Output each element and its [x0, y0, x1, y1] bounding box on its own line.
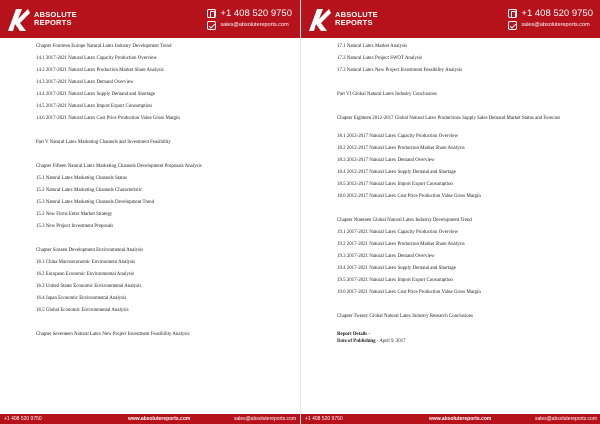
mail-icon: [207, 21, 216, 30]
footer-website-link[interactable]: www.absolutereports.com: [128, 416, 191, 422]
toc-chapter-heading: Chapter Twenty Global Natural Latex Industry Research Conclusions: [337, 314, 474, 319]
toc-line: 17.2 Natural Latex Project SWOT Analysis: [337, 56, 422, 61]
toc-line: 16.3 United States Economic Environmental Analysis: [36, 284, 142, 289]
toc-chapter-heading: Chapter Fifteen Natural Latex Marketing Channels Development Proposals Analysis: [36, 164, 202, 169]
toc-part-heading: Part VI Global Natural Latex Industry Conclusions: [337, 92, 437, 97]
publishing-date: April 9, 2017: [379, 339, 406, 344]
logo-mark-icon: [6, 5, 32, 33]
page-header: [0, 0, 300, 38]
brand-line-1: ABSOLUTE: [335, 10, 378, 19]
mail-icon: [508, 21, 517, 30]
page-footer: [0, 414, 300, 424]
publishing-date-row: [337, 339, 592, 351]
header-contact: [207, 7, 292, 31]
toc-line: Chapter Fourteen Europe Natural Latex Industry Development Trend: [36, 44, 172, 49]
toc-line: 16.4 Japan Economic Environmental Analysis: [36, 296, 127, 301]
toc-line: 19.1 2017-2021 Natural Latex Capacity Production Overview: [337, 230, 459, 235]
toc-line: 15.2 Natural Latex Marketing Channels Characteristic: [36, 188, 143, 193]
toc-line: 17.1 Natural Latex Market Analysis: [337, 44, 408, 49]
toc-line: 19.5 2017-2021 Natural Latex Import Export Consumption: [337, 278, 453, 283]
brand-line-1: ABSOLUTE: [34, 10, 77, 19]
toc-line: 18.1 2012-2017 Natural Latex Capacity Production Overview: [337, 134, 459, 139]
toc-line: 14.5 2017-2021 Natural Latex Import Export Consumption: [36, 104, 152, 109]
page-header: [301, 0, 600, 38]
toc-line: 16.1 China Macroeconomic Environment Analysis: [36, 260, 136, 265]
toc-line: 14.4 2017-2021 Natural Latex Supply Demand and Shortage: [36, 92, 155, 97]
footer-email[interactable]: sales@absolutereports.com: [534, 416, 597, 422]
phone-icon: [508, 9, 517, 18]
logo-mark-icon: [307, 5, 333, 33]
toc-list-left: [36, 44, 288, 344]
report-details-label: Report Details -: [337, 332, 371, 337]
toc-chapter-heading: Chapter Eighteen 2012-2017 Global Natural Latex Productions Supply Sales Demand Market Status and Forecast: [337, 116, 560, 121]
toc-line: 16.5 Global Economic Environmental Analysis: [36, 308, 129, 313]
toc-line: 19.4 2017-2021 Natural Latex Supply Demand and Shortage: [337, 266, 456, 271]
page-footer: [301, 414, 600, 424]
toc-chapter-heading: Chapter Sixteen Development Environmental Analysis: [36, 248, 144, 253]
toc-line: 19.6 2017-2021 Natural Latex Cost Price Production Value Gross Margin: [337, 290, 481, 295]
toc-list-right: [337, 44, 592, 351]
toc-line: 15.1 Natural Latex Marketing Channels Status: [36, 176, 127, 181]
header-email[interactable]: sales@absolutereports.com: [521, 22, 590, 28]
footer-phone[interactable]: +1 408 520 9750: [305, 416, 343, 422]
toc-line: 14.6 2017-2021 Natural Latex Cost Price Production Value Gross Margin: [36, 116, 180, 121]
toc-chapter-heading: Chapter Seventeen Natural Latex New Project Investment Feasibility Analysis: [36, 332, 190, 337]
toc-line: 19.2 2017-2021 Natural Latex Production Market Share Analysis: [337, 242, 465, 247]
toc-line: 17.3 Natural Latex New Project Investment Feasibility Analysis: [337, 68, 463, 73]
toc-line: 16.2 European Economic Environmental Analysis: [36, 272, 134, 277]
brand-logo: [307, 5, 427, 33]
toc-chapter-heading: Chapter Nineteen Global Natural Latex Industry Development Trend: [337, 218, 472, 223]
publishing-label: Date of Publishing -: [337, 339, 379, 344]
toc-line: 15.3 Natural Latex Marketing Channels Development Trend: [36, 200, 155, 205]
toc-line: 14.3 2017-2021 Natural Latex Demand Overview: [36, 80, 134, 85]
right-page: [300, 0, 600, 424]
toc-line: 18.3 2012-2017 Natural Latex Demand Overview: [337, 158, 435, 163]
toc-line: 19.3 2017-2021 Natural Latex Demand Overview: [337, 254, 435, 259]
toc-line: 18.5 2012-2017 Natural Latex Import Export Consumption: [337, 182, 453, 187]
header-contact: [508, 7, 593, 31]
toc-line: 18.4 2012-2017 Natural Latex Supply Demand and Shortage: [337, 170, 456, 175]
toc-part-heading: Part V Natural Latex Marketing Channels and Investment Feasibility: [36, 140, 171, 145]
toc-line: 15.3 New Project Investment Proposals: [36, 224, 114, 229]
toc-line: 14.2 2017-2021 Natural Latex Production Market Share Analysis: [36, 68, 164, 73]
toc-line: 14.1 2017-2021 Natural Latex Capacity Production Overview: [36, 56, 158, 61]
toc-line: 18.6 2012-2017 Natural Latex Cost Price Production Value Gross Margin: [337, 194, 481, 199]
toc-line: 15.2 New Firms Enter Market Strategy: [36, 212, 113, 217]
footer-email[interactable]: sales@absolutereports.com: [233, 416, 296, 422]
phone-icon: [207, 9, 216, 18]
brand-name: [335, 11, 378, 27]
brand-name: [34, 11, 77, 27]
header-phone[interactable]: +1 408 520 9750: [521, 7, 593, 19]
footer-phone[interactable]: +1 408 520 9750: [4, 416, 42, 422]
brand-logo: [6, 5, 126, 33]
brand-line-2: REPORTS: [335, 18, 373, 27]
toc-line: 18.2 2012-2017 Natural Latex Production Market Share Analysis: [337, 146, 465, 151]
header-phone[interactable]: +1 408 520 9750: [220, 7, 292, 19]
brand-line-2: REPORTS: [34, 18, 72, 27]
footer-website-link[interactable]: www.absolutereports.com: [429, 416, 492, 422]
header-email[interactable]: sales@absolutereports.com: [220, 22, 289, 28]
